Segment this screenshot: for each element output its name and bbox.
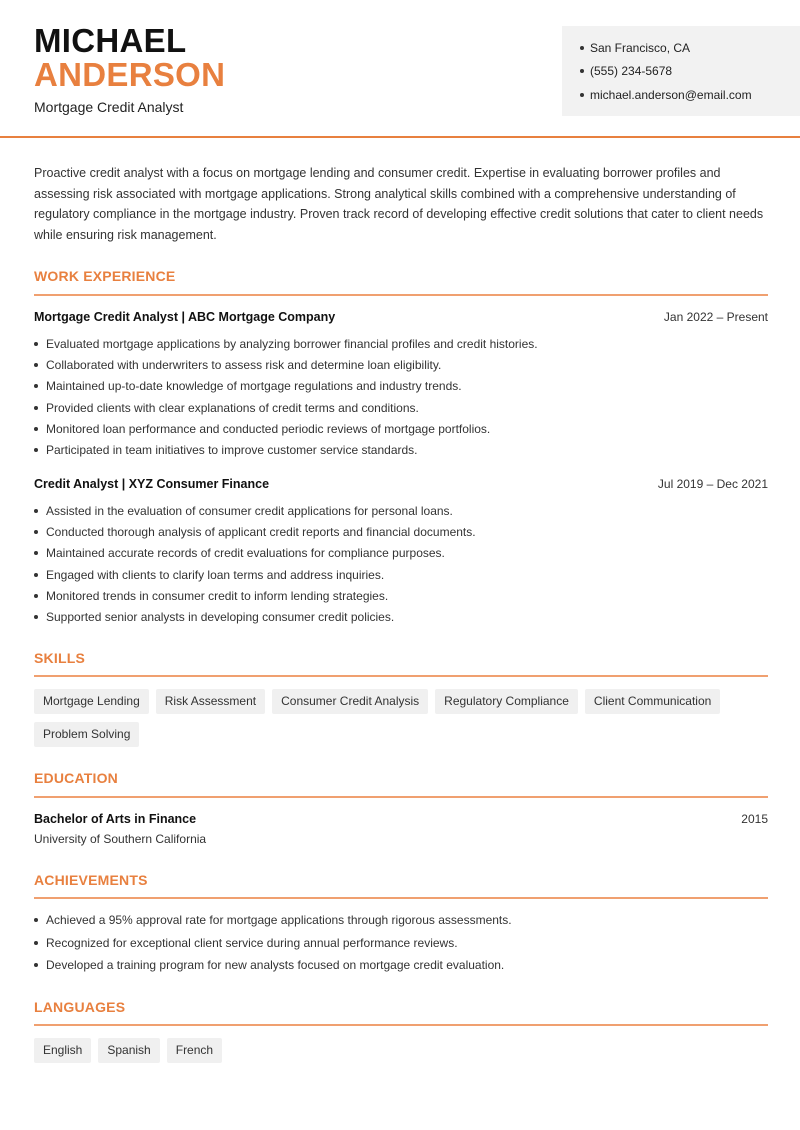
list-item bbox=[34, 606, 768, 627]
bullet-text: Provided clients with clear explanations of credit terms and conditions. bbox=[46, 400, 419, 415]
bullet-text: Collaborated with underwriters to assess risk and determine loan eligibility. bbox=[46, 357, 442, 372]
resume-header bbox=[0, 0, 800, 138]
section-divider bbox=[34, 675, 768, 677]
skills-list bbox=[34, 689, 768, 755]
job-role: Mortgage Credit Analyst | ABC Mortgage Company bbox=[34, 310, 336, 324]
list-item bbox=[34, 954, 768, 977]
location-text: San Francisco, CA bbox=[590, 40, 691, 55]
bullet-icon bbox=[34, 594, 38, 598]
section-title-achievements: ACHIEVEMENTS bbox=[34, 872, 148, 888]
section-divider bbox=[34, 294, 768, 296]
list-item bbox=[34, 376, 768, 397]
bullet-icon bbox=[34, 427, 38, 431]
job-bullets-1 bbox=[34, 333, 768, 461]
bullet-icon bbox=[34, 918, 38, 922]
school-name: University of Southern California bbox=[34, 832, 207, 846]
list-item bbox=[34, 543, 768, 564]
job-dates: Jul 2019 – Dec 2021 bbox=[657, 477, 768, 491]
job-dates: Jan 2022 – Present bbox=[663, 310, 768, 324]
bullet-text: Recognized for exceptional client service during annual performance reviews. bbox=[46, 935, 458, 950]
bullet-icon bbox=[34, 941, 38, 945]
bullet-text: Monitored loan performance and conducted periodic reviews of mortgage portfolios. bbox=[46, 421, 491, 436]
bullet-text: Developed a training program for new analysts focused on mortgage credit evaluation. bbox=[46, 958, 505, 973]
education-header bbox=[34, 812, 768, 826]
skill-chip: Problem Solving bbox=[34, 722, 139, 747]
contact-location bbox=[580, 36, 800, 60]
job-header-2 bbox=[34, 477, 768, 491]
bullet-icon bbox=[34, 509, 38, 513]
job-header-1 bbox=[34, 310, 768, 324]
section-divider bbox=[34, 796, 768, 798]
list-item bbox=[34, 418, 768, 439]
bullet-icon bbox=[34, 363, 38, 367]
achievements-list bbox=[34, 909, 768, 977]
bullet-icon bbox=[34, 342, 38, 346]
bullet-text: Maintained accurate records of credit evaluations for compliance purposes. bbox=[46, 546, 445, 561]
job-bullets-2 bbox=[34, 500, 768, 628]
bullet-text: Conducted thorough analysis of applicant credit reports and financial documents. bbox=[46, 524, 476, 539]
contact-phone bbox=[580, 60, 800, 84]
bullet-text: Evaluated mortgage applications by analyzing borrower financial profiles and credit histories. bbox=[46, 336, 538, 351]
phone-text: (555) 234-5678 bbox=[590, 64, 673, 79]
list-item bbox=[34, 909, 768, 932]
list-item bbox=[34, 932, 768, 955]
bullet-icon bbox=[34, 963, 38, 967]
skill-chip: Mortgage Lending bbox=[34, 689, 149, 714]
bullet-icon bbox=[34, 573, 38, 577]
last-name: ANDERSON bbox=[34, 56, 226, 93]
language-chip: English bbox=[34, 1038, 91, 1063]
language-chip: Spanish bbox=[98, 1038, 159, 1063]
list-item bbox=[34, 439, 768, 460]
bullet-icon bbox=[34, 448, 38, 452]
list-item bbox=[34, 397, 768, 418]
list-item bbox=[34, 521, 768, 542]
section-title-skills: SKILLS bbox=[34, 650, 85, 666]
languages-list bbox=[34, 1038, 768, 1071]
section-divider bbox=[34, 897, 768, 899]
skill-chip: Risk Assessment bbox=[156, 689, 265, 714]
bullet-text: Supported senior analysts in developing consumer credit policies. bbox=[46, 610, 395, 625]
section-title-work: WORK EXPERIENCE bbox=[34, 268, 176, 284]
bullet-icon bbox=[580, 46, 584, 50]
bullet-text: Achieved a 95% approval rate for mortgage applications through rigorous assessments. bbox=[46, 913, 512, 928]
list-item bbox=[34, 564, 768, 585]
job-role: Credit Analyst | XYZ Consumer Finance bbox=[34, 477, 270, 491]
job-title: Mortgage Credit Analyst bbox=[34, 99, 184, 115]
email-text: michael.anderson@email.com bbox=[590, 87, 752, 102]
list-item bbox=[34, 354, 768, 375]
section-title-languages: LANGUAGES bbox=[34, 999, 126, 1015]
graduation-year: 2015 bbox=[741, 812, 768, 826]
bullet-icon bbox=[34, 551, 38, 555]
contact-email bbox=[580, 83, 800, 107]
degree: Bachelor of Arts in Finance bbox=[34, 812, 197, 826]
bullet-text: Engaged with clients to clarify loan terms and address inquiries. bbox=[46, 567, 385, 582]
bullet-icon bbox=[34, 384, 38, 388]
bullet-icon bbox=[34, 406, 38, 410]
bullet-text: Assisted in the evaluation of consumer credit applications for personal loans. bbox=[46, 503, 453, 518]
contact-box bbox=[562, 26, 800, 116]
language-chip: French bbox=[167, 1038, 222, 1063]
bullet-icon bbox=[34, 615, 38, 619]
list-item bbox=[34, 500, 768, 521]
bullet-icon bbox=[580, 69, 584, 73]
list-item bbox=[34, 333, 768, 354]
bullet-icon bbox=[580, 93, 584, 97]
summary-paragraph: Proactive credit analyst with a focus on mortgage lending and consumer credit. Expertise in evaluating borrower profiles and assessing risk associated with mortgage applications. Strong analytical skills combined with a comprehensive understanding of regulatory compliance in the mortgage industry. Proven track record of developing effective credit solutions that cater to client needs while ensuring risk management. bbox=[34, 166, 764, 243]
bullet-text: Monitored trends in consumer credit to inform lending strategies. bbox=[46, 588, 389, 603]
first-name: MICHAEL bbox=[34, 22, 187, 59]
bullet-text: Maintained up-to-date knowledge of mortgage regulations and industry trends. bbox=[46, 379, 462, 394]
section-divider bbox=[34, 1024, 768, 1026]
skill-chip: Regulatory Compliance bbox=[435, 689, 578, 714]
list-item bbox=[34, 585, 768, 606]
bullet-text: Participated in team initiatives to improve customer service standards. bbox=[46, 443, 418, 458]
skill-chip: Client Communication bbox=[585, 689, 720, 714]
skill-chip: Consumer Credit Analysis bbox=[272, 689, 428, 714]
bullet-icon bbox=[34, 530, 38, 534]
section-title-education: EDUCATION bbox=[34, 770, 118, 786]
